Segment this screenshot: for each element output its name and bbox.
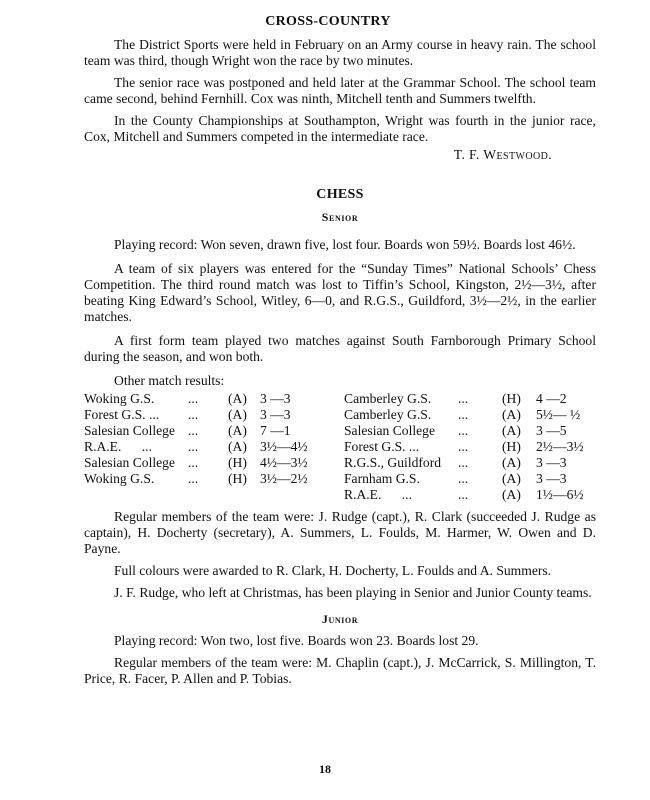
result-row <box>344 407 604 423</box>
page-number: 18 <box>319 762 331 776</box>
senior-members-paragraph: Regular members of the team were: J. Rudge (capt.), R. Clark (succeeded J. Rudge as captain), H. Docherty (secretary), A. Summers, L. Foulds, M. Harmer, W. Owen and D. Payne. <box>84 509 596 556</box>
cross-country-signature: T. F. Westwood. <box>453 147 552 162</box>
score: 3½—2½ <box>260 471 308 486</box>
leader-dots: ... <box>188 455 199 470</box>
senior-first-form-paragraph: A first form team played two matches against South Farnborough Primary School during the season, and won both. <box>84 333 596 364</box>
team-name: Woking G.S. <box>84 471 155 486</box>
team-name: Salesian College <box>84 423 175 438</box>
score: 1½—6½ <box>536 487 584 502</box>
leader-dots: ... <box>188 407 199 422</box>
score: 4½—3½ <box>260 455 308 470</box>
score: 4 —2 <box>536 391 567 406</box>
venue: (A) <box>502 471 521 486</box>
team-name: R.A.E. ... <box>84 439 152 454</box>
result-row <box>344 423 604 439</box>
result-row <box>344 391 604 407</box>
venue: (A) <box>502 407 521 422</box>
score: 3 —3 <box>536 455 567 470</box>
team-name: Forest G.S. ... <box>84 407 160 422</box>
score: 3½—4½ <box>260 439 308 454</box>
venue: (A) <box>228 407 247 422</box>
venue: (A) <box>502 423 521 438</box>
chess-heading: CHESS <box>316 187 364 202</box>
team-name: Salesian College <box>344 423 435 438</box>
senior-subheading: Senior <box>321 210 359 224</box>
cross-country-paragraph-1: The District Sports were held in February on an Army course in heavy rain. The school team was third, though Wright won the race by two minutes. <box>84 37 596 68</box>
venue: (H) <box>502 391 521 406</box>
leader-dots: ... <box>188 391 199 406</box>
team-name: Camberley G.S. <box>344 391 432 406</box>
cross-country-paragraph-3: In the County Championships at Southampton, Wright was fourth in the junior race, Cox, Mitchell and Summers competed in the intermediate race. <box>84 113 596 144</box>
score: 3 —5 <box>536 423 567 438</box>
results-intro: Other match results: <box>114 373 225 388</box>
leader-dots: ... <box>458 439 469 454</box>
results-left-column <box>84 391 334 487</box>
result-row <box>344 439 604 455</box>
score: 7 —1 <box>260 423 291 438</box>
page-content <box>84 14 596 687</box>
venue: (A) <box>228 423 247 438</box>
junior-record-paragraph: Playing record: Won two, lost five. Boards won 23. Boards lost 29. <box>114 633 479 648</box>
cross-country-heading: CROSS-COUNTRY <box>265 14 391 29</box>
score: 3 —3 <box>260 407 291 422</box>
score: 5½— ½ <box>536 407 581 422</box>
leader-dots: ... <box>458 391 469 406</box>
rudge-paragraph: J. F. Rudge, who left at Christmas, has been playing in Senior and Junior County teams. <box>114 585 592 600</box>
leader-dots: ... <box>188 471 199 486</box>
result-row <box>344 455 604 471</box>
result-row <box>84 471 334 487</box>
team-name: Woking G.S. <box>84 391 155 406</box>
senior-competition-paragraph: A team of six players was entered for the “Sunday Times” National Schools’ Chess Competition. The third round match was lost to Tiffin’s School, Kingston, 2½—3½, after beating King Edward’s School, Witley, 6—0, and R.G.S., Guildford, 3½—2½, in the earlier matches. <box>84 261 596 324</box>
result-row <box>344 471 604 487</box>
team-name: R.G.S., Guildford <box>344 455 442 470</box>
venue: (A) <box>502 487 521 502</box>
match-results-table <box>84 391 596 505</box>
team-name: Camberley G.S. <box>344 407 432 422</box>
leader-dots: ... <box>458 455 469 470</box>
leader-dots: ... <box>458 487 469 502</box>
leader-dots: ... <box>188 439 199 454</box>
score: 2½—3½ <box>536 439 584 454</box>
leader-dots: ... <box>458 471 469 486</box>
venue: (A) <box>228 439 247 454</box>
result-row <box>84 423 334 439</box>
score: 3 —3 <box>536 471 567 486</box>
leader-dots: ... <box>458 407 469 422</box>
results-right-column <box>344 391 604 503</box>
team-name: Farnham G.S. <box>344 471 420 486</box>
result-row <box>84 455 334 471</box>
leader-dots: ... <box>458 423 469 438</box>
junior-members-paragraph: Regular members of the team were: M. Chaplin (capt.), J. McCarrick, S. Millington, T. Price, R. Facer, P. Allen and P. Tobias. <box>84 655 596 686</box>
result-row <box>84 439 334 455</box>
team-name: Salesian College <box>84 455 175 470</box>
venue: (H) <box>228 471 247 486</box>
junior-subheading: Junior <box>321 612 359 626</box>
team-name: R.A.E. ... <box>344 487 412 502</box>
senior-record-paragraph: Playing record: Won seven, drawn five, lost four. Boards won 59½. Boards lost 46½. <box>114 237 576 252</box>
result-row <box>344 487 604 503</box>
venue: (H) <box>502 439 521 454</box>
venue: (A) <box>502 455 521 470</box>
result-row <box>84 407 334 423</box>
cross-country-paragraph-2: The senior race was postponed and held later at the Grammar School. The school team came second, behind Fernhill. Cox was ninth, Mitchell tenth and Summers twelfth. <box>84 75 596 106</box>
score: 3 —3 <box>260 391 291 406</box>
result-row <box>84 391 334 407</box>
colours-paragraph: Full colours were awarded to R. Clark, H. Docherty, L. Foulds and A. Summers. <box>114 563 552 578</box>
team-name: Forest G.S. ... <box>344 439 420 454</box>
leader-dots: ... <box>188 423 199 438</box>
venue: (A) <box>228 391 247 406</box>
venue: (H) <box>228 455 247 470</box>
